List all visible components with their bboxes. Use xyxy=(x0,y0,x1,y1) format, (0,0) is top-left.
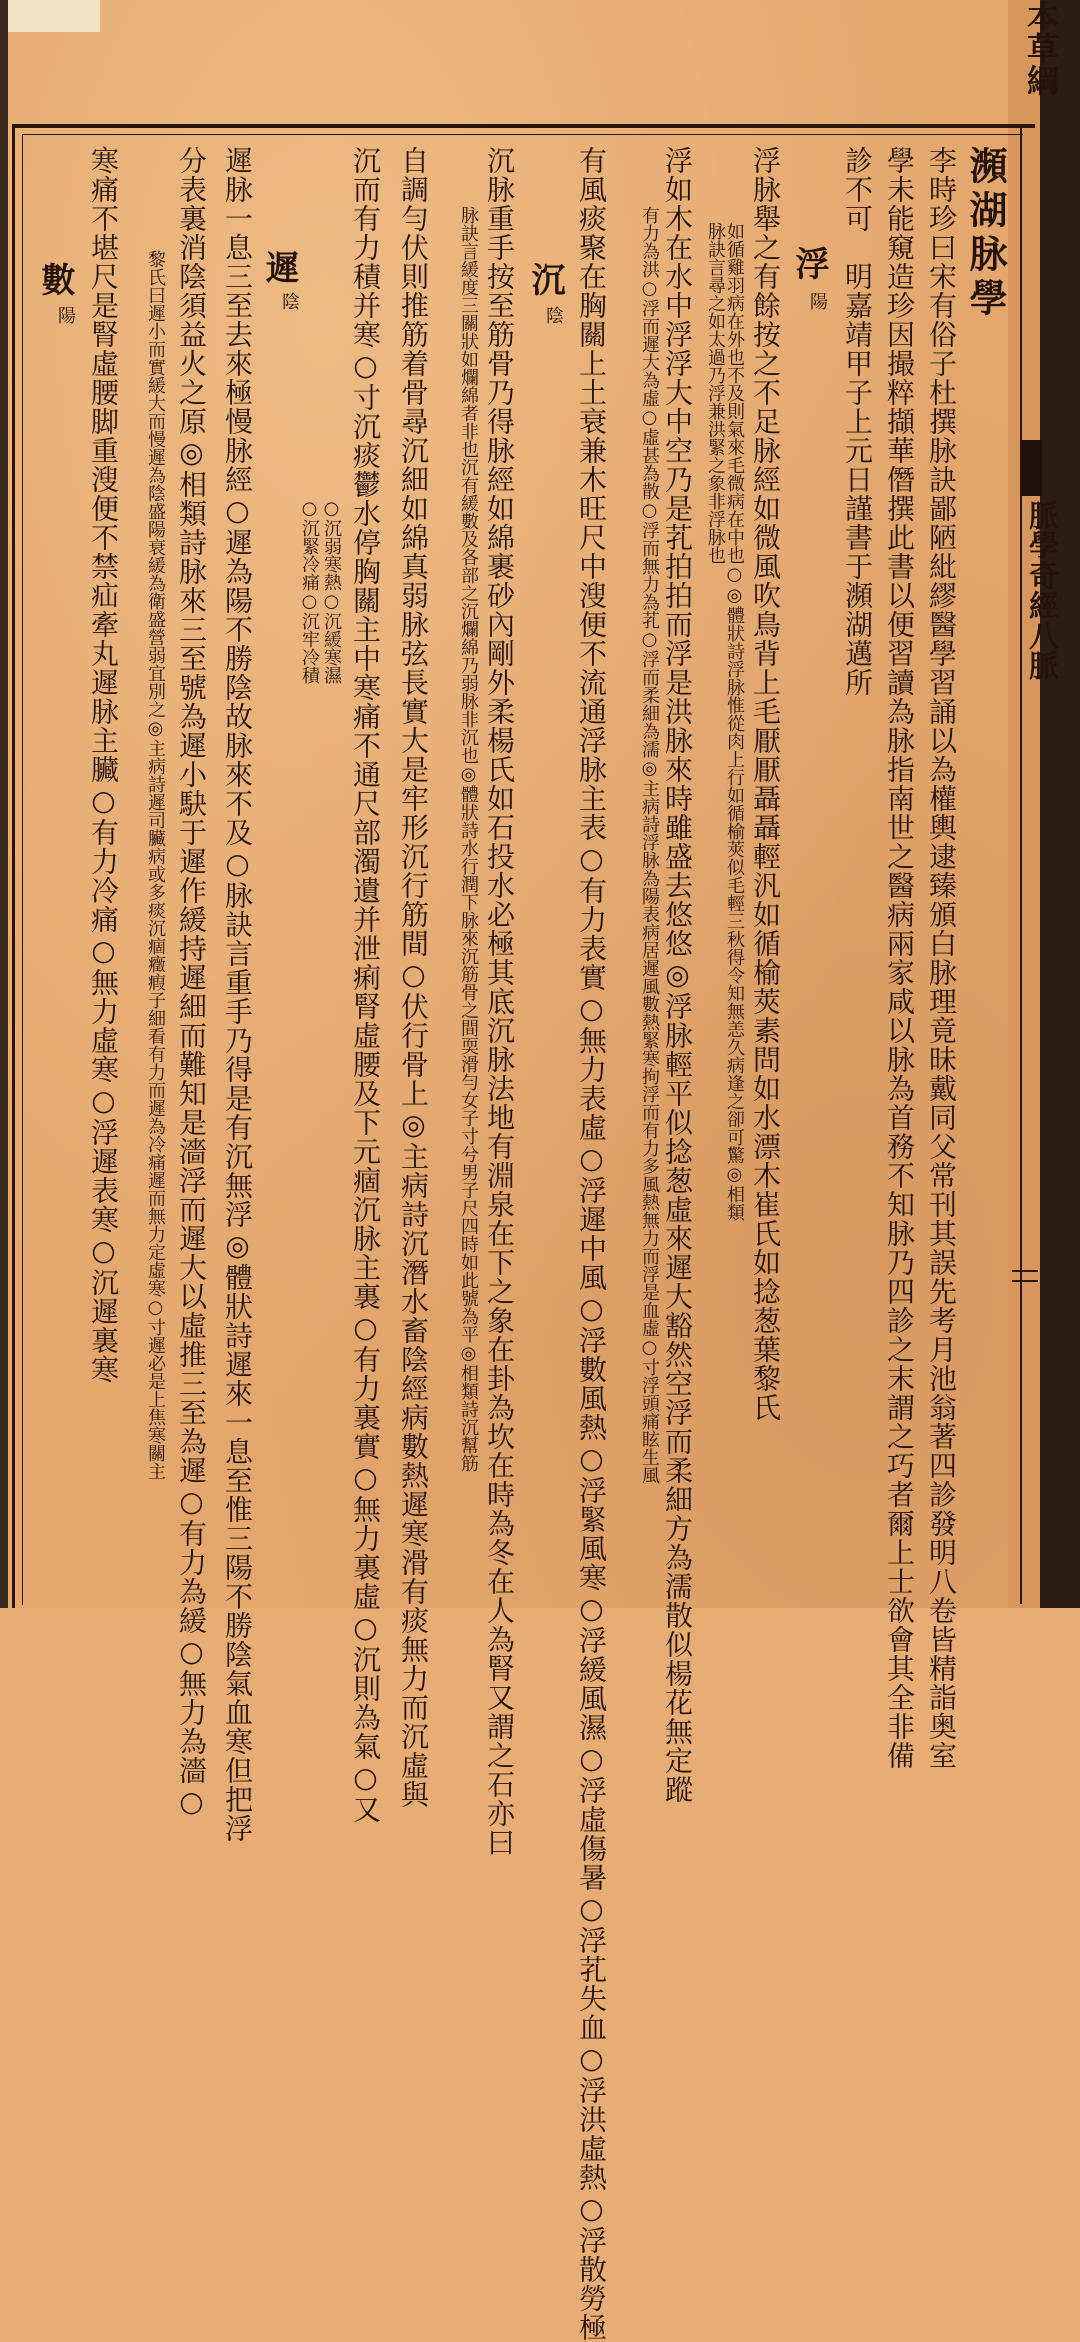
chen-line-4: 沉而有力積并寒○寸沉痰鬱水停胸關主中寒痛不通尺部濁遺并泄痢腎虛腰及下元痼沉脉主裏○有力裏實○無力裏虛○沉則為氣○又 xyxy=(349,146,382,1824)
chi-line-1: 遲脉一息三至去來極慢脉經○遲為陽不勝陰故脉來不及○脉訣言重手乃得是有沉無浮◎體狀詩遲來一息至惟三陽不勝陰氣血寒但把浮 xyxy=(221,146,254,1843)
section-tag-shuo: 陽 xyxy=(55,306,76,324)
section-tag-chi: 陰 xyxy=(279,292,300,310)
fu-line-6: 有風痰聚在胸關上土衰兼木旺尺中溲便不流通浮脉主表○有力表實○無力表虛○浮遲中風○浮數風熱○浮緊風寒○浮緩風濕○浮虛傷暑○浮芤失血○浮洪虛熱○浮散勞極 xyxy=(575,146,608,2342)
chi-line-2: 分表裏消陰須益火之原◎相類詩脉來三至號為遲小駃于遲作緩持遲細而難知是濇浮而遲大以虛推三至為遲○有力為緩○無力為濇○ xyxy=(175,146,208,1819)
chen-note-2: ○沉緊冷痛○沉牢冷積 xyxy=(299,498,320,684)
page-number-mark xyxy=(1012,1270,1038,1272)
fu-line-5: 有力為洪○浮而遲大為虛○虛甚為散○浮而無力為芤○浮而柔細為濡◎主病詩浮脉為陽表病居遲風數熱緊寒拘浮而有力多風熱無力而浮是血虛○寸浮頭痛眩生風 xyxy=(639,206,660,1484)
fu-line-2: 如循雞羽病在外也不及則氣來毛微病在中也○◎體狀詩浮脉惟從肉上行如循榆莢似毛輕三秋得令知無恙久病逢之卻可驚◎相類 xyxy=(724,222,745,1221)
facing-page-edge xyxy=(1040,0,1080,1608)
section-title-shuo: 數 xyxy=(35,262,75,297)
preface-line-2: 學未能窺造珍因撮粹擷華僭撰此書以便習讀為脉指南世之醫病兩家咸以脉為首務不知脉乃四診之末謂之巧者爾上士欲會其全非備 xyxy=(883,146,916,1770)
section-tag-fu: 陽 xyxy=(807,292,828,310)
torn-corner xyxy=(0,0,100,32)
binding-gutter xyxy=(0,0,8,1608)
running-head-top: 本草綱 xyxy=(1022,0,1060,96)
book-title: 瀕湖脉學 xyxy=(963,146,1008,322)
fu-line-4: 浮如木在水中浮浮大中空乃是芤拍拍而浮是洪脉來時雖盛去悠悠◎浮脉輕平似捻葱虛來遲大豁然空浮而柔細方為濡散似楊花無定蹤 xyxy=(661,146,694,1804)
fu-line-1: 浮脉舉之有餘按之不足脉經如微風吹鳥背上毛厭厭聶聶輕汎如循榆莢素問如水漂木崔氏如捻葱葉黎氏 xyxy=(749,146,782,1422)
chen-line-2: 脉訣言緩度三關狀如爛綿者非也沉有緩數及各部之沉爛綿乃弱脉非沉也◎體狀詩水行潤下脉來沉筋骨之間耎滑勻女子寸兮男子尺四時如此號為平◎相類詩沉幫筋 xyxy=(458,206,479,1472)
chen-note-1: ○沉弱寒熱○沉緩寒濕 xyxy=(321,498,342,684)
page-number-mark-2 xyxy=(1012,1280,1038,1282)
chen-line-3: 自調勻伏則推筋着骨尋沉細如綿真弱脉弦長實大是牢形沉行筋間○伏行骨上◎主病詩沉潛水畜陰經病數熱遲寒滑有痰無力而沉虛與 xyxy=(397,146,430,1809)
fishtail-mark xyxy=(1022,440,1042,496)
fu-line-3: 脉訣言尋之如太過乃浮兼洪緊之象非浮脉也 xyxy=(705,222,726,564)
section-tag-chen: 陰 xyxy=(543,306,564,324)
section-title-chen: 沉 xyxy=(525,262,565,297)
preface-line-3: 診不可 明嘉靖甲子上元日謹書于瀕湖邁所 xyxy=(841,146,874,697)
chen-line-1: 沉脉重手按至筋骨乃得脉經如綿裹砂內剛外柔楊氏如石投水必極其底沉脉法地有淵泉在下之象在卦為坎在時為冬在人為腎又謂之石亦曰 xyxy=(483,146,516,1857)
running-head-bottom: 脈學奇經八脈 xyxy=(1023,500,1058,680)
chi-line-3: 黎氏曰遲小而實緩大而慢遲為陰盛陽衰緩為衛盛營弱宜別之◎主病詩遲司臟病或多痰沉痼癥瘕子細看有力而遲為冷痛遲而無力定虛寒○寸遲必是上焦寒關主 xyxy=(145,250,166,1480)
section-title-fu: 浮 xyxy=(789,246,829,281)
section-title-chi: 遲 xyxy=(259,250,299,285)
preface-line-1: 李時珍曰宋有俗子杜撰脉訣鄙陋紕繆醫學習誦以為權輿逮臻頒白脉理竟昧戴同父常刊其誤先考月池翁著四診發明八卷皆精詣奥室 xyxy=(925,146,958,1770)
center-fold-line xyxy=(1020,124,1022,1604)
chi-line-4: 寒痛不堪尺是腎虛腰脚重溲便不禁疝牽丸遲脉主臟○有力冷痛○無力虛寒○浮遲表寒○沉遲裏寒 xyxy=(87,146,120,1384)
